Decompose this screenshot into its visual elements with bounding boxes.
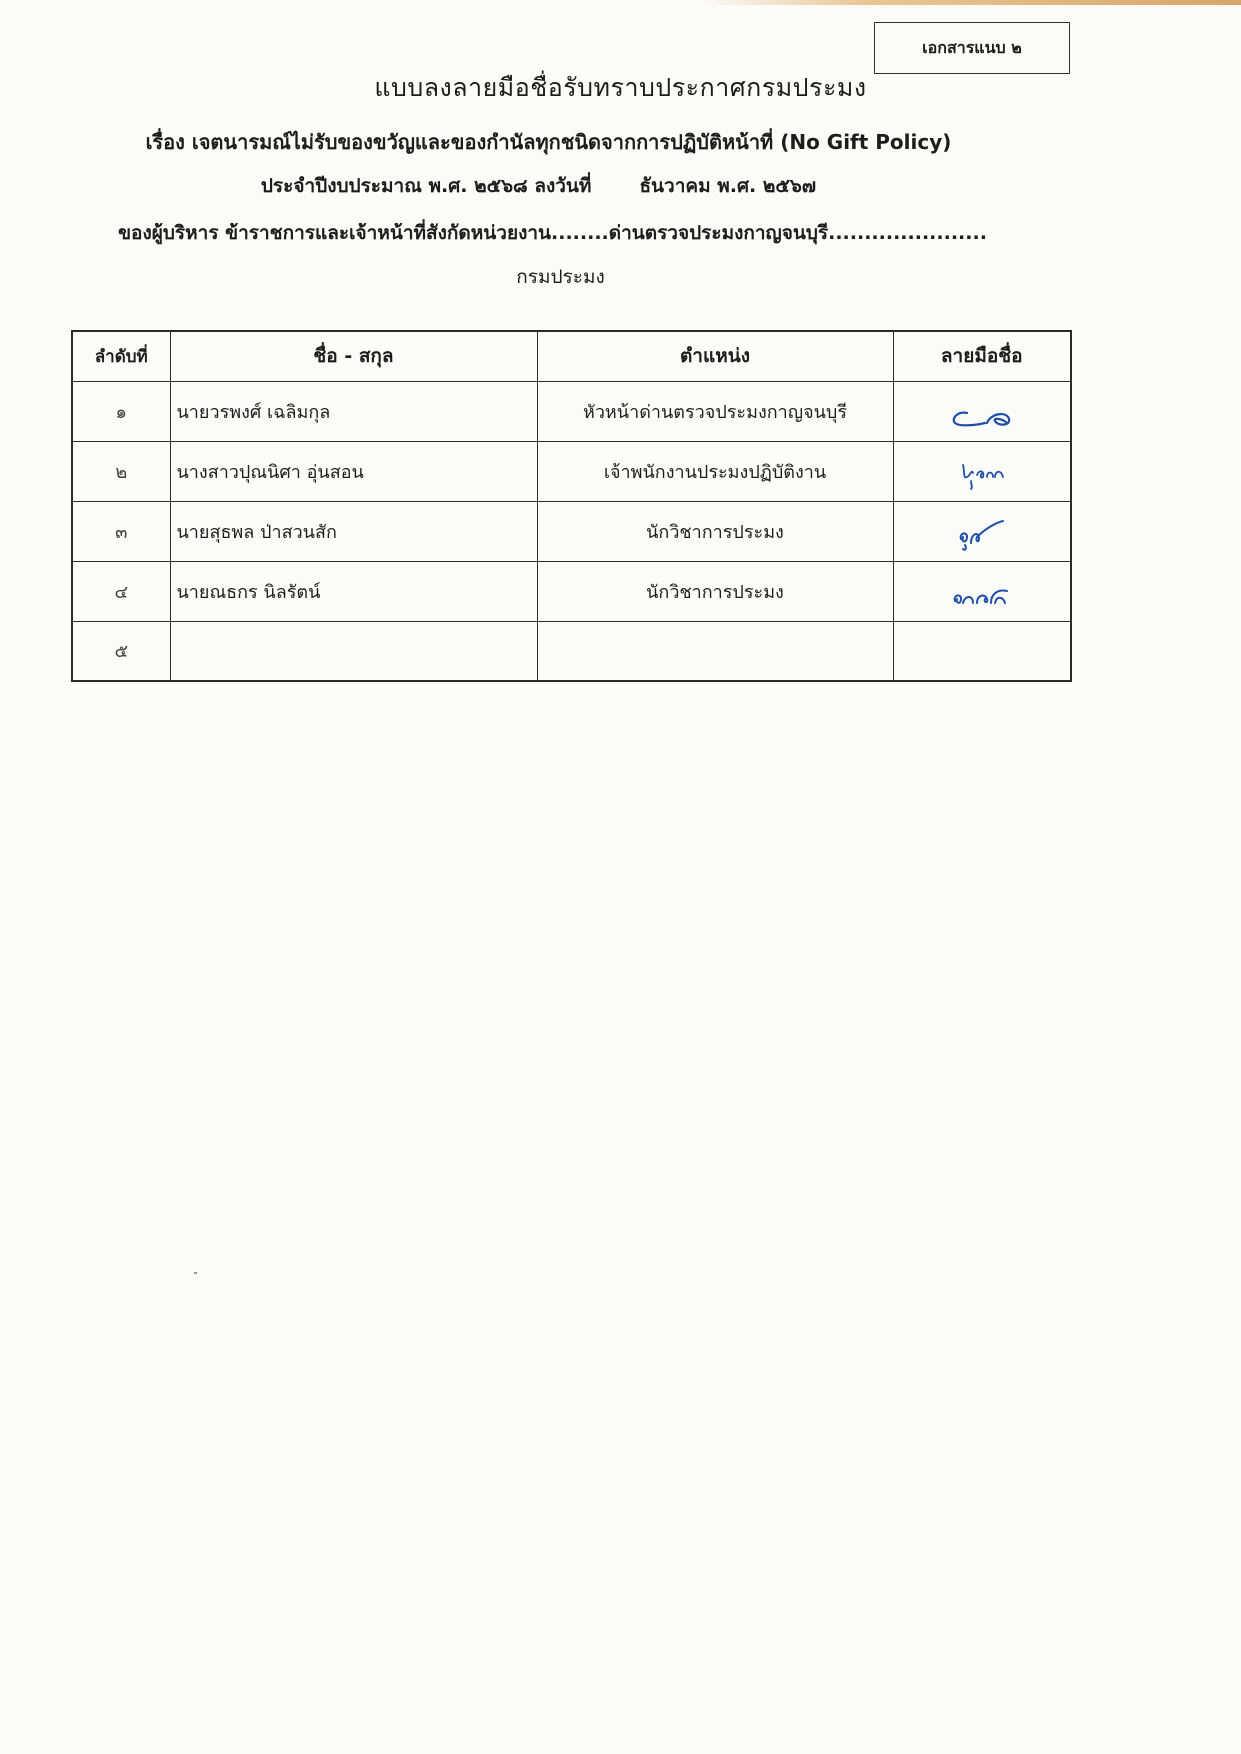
announcement-date: ธันวาคม พ.ศ. ๒๕๖๗ <box>639 175 817 197</box>
row-name <box>170 621 537 681</box>
fiscal-year: ประจำปีงบประมาณ พ.ศ. ๒๕๖๘ ลงวันที่ <box>260 175 592 197</box>
row-name: นายสุธพล ป่าสวนสัก <box>170 501 537 561</box>
row-signature <box>893 561 1071 621</box>
header-signature: ลายมือชื่อ <box>893 331 1071 381</box>
row-position: เจ้าพนักงานประมงปฏิบัติงาน <box>537 441 893 501</box>
document-subject: เรื่อง เจตนารมณ์ไม่รับของขวัญและของกำนัลทุกชนิดจากการปฏิบัติหน้าที่ (No Gift Policy) <box>145 130 952 154</box>
row-position: นักวิชาการประมง <box>537 501 893 561</box>
handwritten-signature <box>937 569 1027 613</box>
fiscal-year-line <box>0 171 1159 201</box>
header-name: ชื่อ - สกุล <box>170 331 537 381</box>
row-signature <box>893 501 1071 561</box>
department-name: กรมประมง <box>516 266 605 288</box>
handwritten-signature <box>937 509 1027 553</box>
table-row <box>72 561 1071 621</box>
row-name: นายณธกร นิลรัตน์ <box>170 561 537 621</box>
handwritten-signature <box>937 449 1027 493</box>
row-no: ๒ <box>72 441 170 501</box>
row-position <box>537 621 893 681</box>
table-row <box>72 621 1071 681</box>
row-no: ๓ <box>72 501 170 561</box>
row-position: หัวหน้าด่านตรวจประมงกาญจนบุรี <box>537 381 893 441</box>
row-no: ๑ <box>72 381 170 441</box>
header-no: ลำดับที่ <box>72 331 170 381</box>
table-row <box>72 501 1071 561</box>
row-signature <box>893 621 1071 681</box>
table-row <box>72 381 1071 441</box>
table-header-row <box>72 331 1071 381</box>
handwritten-signature <box>937 389 1027 433</box>
row-signature <box>893 381 1071 441</box>
document-title: แบบลงลายมือชื่อรับทราบประกาศกรมประมง <box>374 73 867 102</box>
paper-speck <box>194 1272 197 1274</box>
row-position: นักวิชาการประมง <box>537 561 893 621</box>
row-no: ๕ <box>72 621 170 681</box>
row-no: ๔ <box>72 561 170 621</box>
row-signature <box>893 441 1071 501</box>
paper-top-edge <box>700 0 1241 5</box>
row-name: นางสาวปุณนิศา อุ่นสอน <box>170 441 537 501</box>
unit-line: ของผู้บริหาร ข้าราชการและเจ้าหน้าที่สังกัดหน่วยงาน........ด่านตรวจประมงกาญจนบุรี...................... <box>118 222 987 244</box>
signature-table <box>71 330 1072 682</box>
header-position: ตำแหน่ง <box>537 331 893 381</box>
attachment-label-box <box>874 22 1070 74</box>
attachment-label: เอกสารแนบ ๒ <box>922 37 1022 57</box>
row-name: นายวรพงศ์ เฉลิมกุล <box>170 381 537 441</box>
table-row <box>72 441 1071 501</box>
